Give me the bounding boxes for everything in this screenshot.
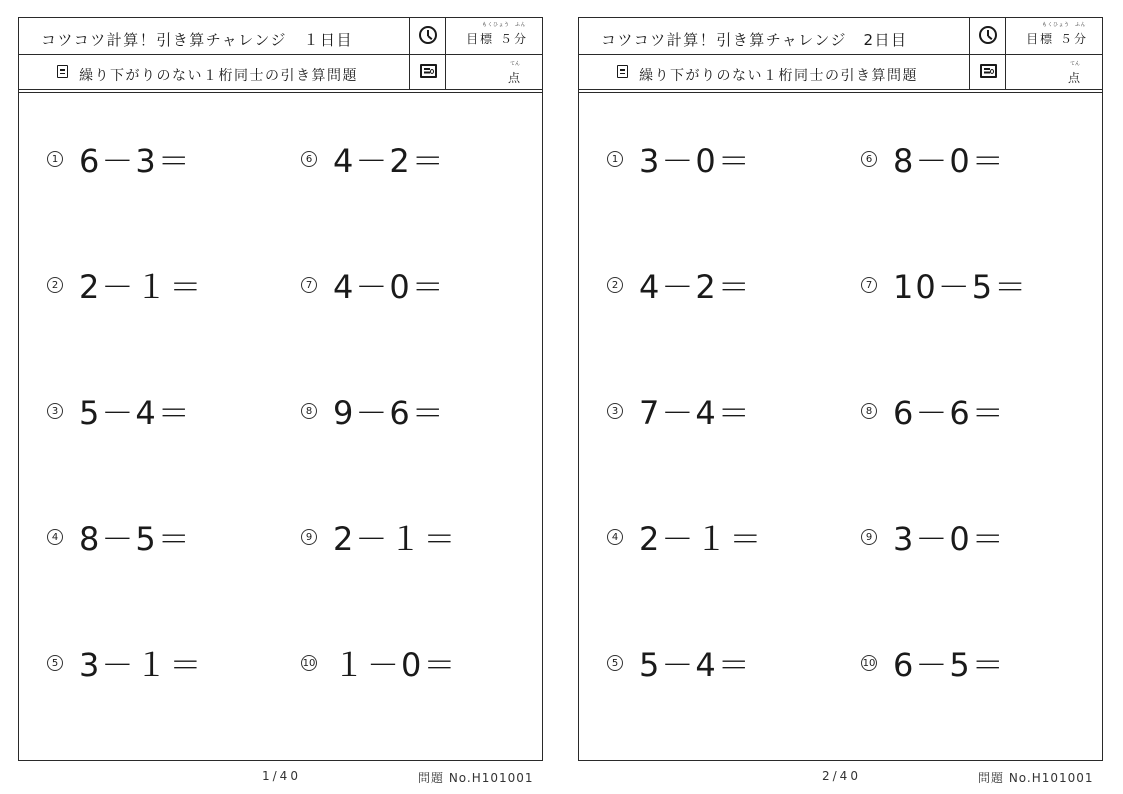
problem-item [301,640,457,686]
problem-number: 9 [861,529,877,545]
worksheet-title: コツコツ計算！引き算チャレンジ 2日目 [601,31,908,49]
problem-expression: 2－１＝ [333,520,458,558]
problem-code: 問題 No.H101001 [418,771,534,785]
goal-time: 目標 ５分 [1026,32,1088,46]
problem-expression: 8－0＝ [893,142,1006,180]
problem-number: 2 [47,277,63,293]
problem-number: 8 [861,403,877,419]
problem-number: 4 [47,529,63,545]
clock-icon [979,26,997,44]
problem-item [301,514,457,560]
problem-number: 7 [861,277,877,293]
points-ruby: てん [509,61,520,67]
problem-item [301,388,446,434]
problem-number: 9 [301,529,317,545]
problem-item [861,262,1028,308]
problem-item [47,136,192,182]
problem-item [301,136,446,182]
problem-number: 10 [861,655,877,671]
problem-item [861,136,1006,182]
problem-number: 2 [607,277,623,293]
points-ruby: てん [1069,61,1080,67]
problem-expression: 4－2＝ [639,268,752,306]
problem-item [47,262,203,308]
problem-number: 6 [301,151,317,167]
problem-number: 3 [607,403,623,419]
header-row-title [579,18,1102,55]
header-divider [19,92,542,93]
page-number: 2/40 [822,769,861,783]
problem-item [47,640,203,686]
worksheet-subtitle: 繰り下がりのない１桁同士の引き算問題 [79,68,358,84]
score-sheet-icon [420,64,437,78]
problem-number: 6 [861,151,877,167]
problem-number: 10 [301,655,317,671]
score-box[interactable] [1006,54,1102,89]
goal-time: 目標 ５分 [466,32,528,46]
problem-expression: 6－5＝ [893,646,1006,684]
problem-item [607,388,752,434]
problem-expression: 8－5＝ [79,520,192,558]
score-sheet-icon [980,64,997,78]
problem-expression: 3－１＝ [79,646,204,684]
problem-expression: 2－１＝ [79,268,204,306]
header-row-subtitle [19,54,542,90]
problem-expression: 6－3＝ [79,142,192,180]
score-box[interactable] [446,54,542,89]
problem-expression: 6－6＝ [893,394,1006,432]
worksheet-icon [57,65,68,78]
problem-expression: 2－１＝ [639,520,764,558]
clock-icon [419,26,437,44]
problem-item [47,388,192,434]
points-label: 点 [507,71,520,85]
problem-item [47,514,192,560]
worksheet-day-1 [18,17,543,761]
problem-expression: 4－2＝ [333,142,446,180]
problem-item [861,514,1006,560]
problem-expression: 4－0＝ [333,268,446,306]
problem-number: 4 [607,529,623,545]
worksheet-title: コツコツ計算！引き算チャレンジ １日目 [41,31,354,49]
problem-item [607,136,752,182]
problem-item [607,262,752,308]
points-label: 点 [1067,71,1080,85]
problem-expression: 5－4＝ [639,646,752,684]
problem-item [861,388,1006,434]
problem-item [861,640,1006,686]
worksheet-day-2 [578,17,1103,761]
problem-expression: 9－6＝ [333,394,446,432]
problem-code: 問題 No.H101001 [978,771,1094,785]
page-number: 1/40 [262,769,301,783]
problem-item [607,640,752,686]
problem-expression: 5－4＝ [79,394,192,432]
goal-ruby: もくひょう ふん [1041,22,1086,28]
problem-number: 1 [47,151,63,167]
problem-number: 1 [607,151,623,167]
problem-item [607,514,763,560]
header-row-title [19,18,542,55]
problem-number: 8 [301,403,317,419]
problem-number: 7 [301,277,317,293]
problem-expression: 3－0＝ [893,520,1006,558]
header-divider [579,92,1102,93]
goal-ruby: もくひょう ふん [481,22,526,28]
problem-number: 5 [47,655,63,671]
problem-expression: １－0＝ [333,646,458,684]
problem-expression: 10－5＝ [893,268,1029,306]
problem-number: 5 [607,655,623,671]
header-row-subtitle [579,54,1102,90]
problem-expression: 7－4＝ [639,394,752,432]
worksheet-subtitle: 繰り下がりのない１桁同士の引き算問題 [639,68,918,84]
problem-item [301,262,446,308]
worksheet-icon [617,65,628,78]
problem-number: 3 [47,403,63,419]
problem-expression: 3－0＝ [639,142,752,180]
